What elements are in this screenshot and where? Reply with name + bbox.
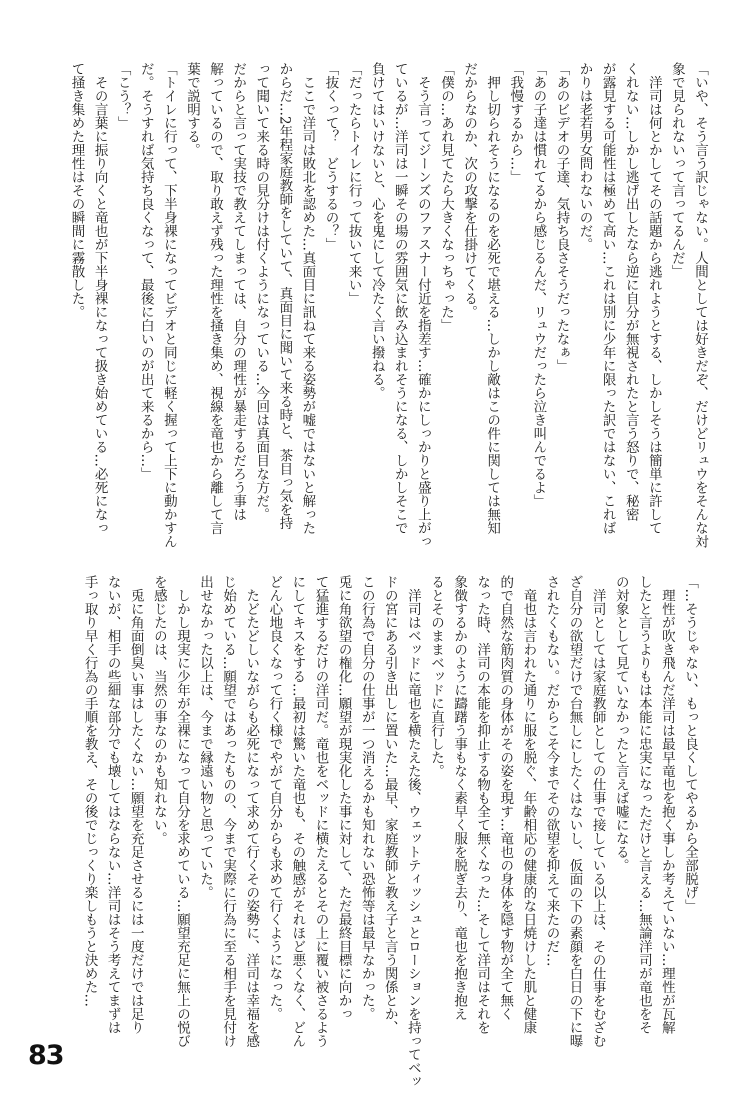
text-column: って聞いて来る時の見分けは付くようになっている…今回は真面目な方だ。 xyxy=(253,62,270,521)
text-column: じ始めている…願望ではあったものの、今まで実際に行為に至る相手を見付け xyxy=(220,575,237,1048)
text-column: この行為で自分の仕事が一つ消えるかも知れない恐怖等は最早なかった。 xyxy=(358,575,375,1021)
text-column: 象で見られないって言ってるんだ」 xyxy=(668,62,685,278)
text-column: 象徴するかのように躊躇う事もなく素早く服を脱ぎ去り、竜也を抱き抱え xyxy=(451,575,468,1021)
text-column: からだ…2年程家庭教師をしていて、真面目に聞いて来る時と、茶目っ気を持 xyxy=(276,62,293,530)
text-column: 兎に角面倒臭い事はしたくない…願望を充足させるには一度だけでは足り xyxy=(127,575,144,1034)
text-column: 「あの子達は慣れてるから感じるんだ、リュウだったら泣き叫んでるよ」 xyxy=(530,62,547,508)
text-column: くれない…しかし逃げ出したなら逆に自分が無視されたと言う怒りで、秘密 xyxy=(622,62,639,521)
text-column: だ。そうすれば気持ち良くなって、最後に白いのが出て来るから…」 xyxy=(137,62,154,481)
text-column: 「トイレに行って、下半身裸になってビデオと同じに軽く握って上下に動かすん xyxy=(160,62,177,548)
text-column: 葉で説明する。 xyxy=(183,62,200,157)
text-column: にしてキスをする…最初は驚いた竜也も、その触感がそれほど悪くなく、どん xyxy=(289,575,306,1048)
text-column: だからなのか、次の攻撃を仕掛けてくる。 xyxy=(461,62,478,319)
text-column: たどたどしいながらも必死になって求めて行くその姿勢に、洋司は幸福を感 xyxy=(243,575,260,1048)
text-column: るとそのままベッドに直行した。 xyxy=(427,575,444,778)
text-column: どん心地良くなって行く様でやがて自分からも求めて行くようになった。 xyxy=(266,575,283,1021)
text-column: したと言うよりもは本能に忠実になっただけと言える…無論洋司が竜也をそ xyxy=(635,575,652,1034)
text-column: 出せなかった以上は、今まで縁遠い物と思っていた。 xyxy=(197,575,214,899)
text-column: 「…そうじゃない、もっと良くしてやるから全部脱げ」 xyxy=(682,575,698,913)
text-column: を感じたのは、当然の事なのかも知れない。 xyxy=(150,575,167,845)
text-column: ざ自分の欲望だけで台無しにしたくはないし、仮面の下の素顔を白日の下に曝 xyxy=(566,575,583,1048)
text-column: ドの宮にある引き出しに置いた…最早、家庭教師と教え子と言う関係とか、 xyxy=(381,575,398,1034)
text-column: 的で自然な筋肉質の身体がその姿を現す…竜也の身体を隠す物が全て無く xyxy=(497,575,514,1021)
text-column: 竜也は言われた通りに服を脱ぐ、年齢相応の健康的な日焼けした肌と健康 xyxy=(520,575,537,1034)
text-column: 「だったらトイレに行って抜いて来い」 xyxy=(345,62,362,305)
text-column: 負けてはいけないと、心を鬼にして冷たく言い撥ねる。 xyxy=(368,62,385,400)
text-column: て猛進するだけの洋司だ。竜也をベッドに横たえるとその上に覆い被さるよう xyxy=(312,575,329,1048)
text-column: 「我慢するから…」 xyxy=(507,62,524,184)
text-column: 「こう？」 xyxy=(114,62,131,130)
text-column: 理性が吹き飛んだ洋司は最早竜也を抱く事しか考えていない…理性が瓦解 xyxy=(658,575,675,1034)
text-column: 解っているので、取り敢えず残った理性を掻き集め、視線を竜也から離して言 xyxy=(207,62,224,535)
text-column: 押し切られそうになるのを必死で堪える…しかし敵はこの件に関しては無知 xyxy=(484,62,501,535)
text-column: 洋司は何とかしてその話題から逃れようとする、しかしそうは簡単に許して xyxy=(645,62,662,535)
bottom-text-block xyxy=(77,575,701,1088)
top-text-block xyxy=(64,62,711,554)
text-column: 洋司はベッドに竜也を横たえた後、ウェットティッシュとローションを持ってベッ xyxy=(404,575,421,1088)
text-column: 「いや、そう言う訳じゃない。人間としては好きだぞ、だけどリュウをそんな対 xyxy=(692,62,708,548)
text-column: ないが、相手の些細な部分でも壊してはならない…洋司はそう考えてまずは xyxy=(104,575,121,1034)
text-column: が露見する可能性は極めて高い…これは別に少年に限った訳ではない、これば xyxy=(599,62,616,535)
text-column: だからと言って実技で教えてしまっては、自分の理性が暴走するだろう事は xyxy=(230,62,247,521)
text-column: 「あのビデオの子達、気持ち良さそうだったなぁ」 xyxy=(553,62,570,373)
text-column: しかし現実に少年が全裸になって自分を求めている…願望充足に無上の悦び xyxy=(173,575,190,1048)
text-column: かりは老若男女問わないのだ。 xyxy=(576,62,593,251)
text-column: て掻き集めた理性はその瞬間に霧散した。 xyxy=(68,62,85,319)
page-number: 83 xyxy=(28,1040,64,1071)
text-column: 手っ取り早く行為の手順を教え、その後でじっくり楽しもうと決めた… xyxy=(81,575,98,1007)
text-column: その言葉に振り向くと竜也が下半身裸になって扱き始めている…必死になっ xyxy=(91,62,108,535)
text-column: 兎に角欲望の権化…願望が現実化した事に対して、ただ最終目標に向かっ xyxy=(335,575,352,1021)
text-column: 「僕の…あれ見てたら大きくなっちゃった」 xyxy=(437,62,454,332)
text-column: の対象として見ていなかったと言えば嘘になる。 xyxy=(612,575,629,872)
text-column: 「抜くって？ どうするの？」 xyxy=(322,62,339,251)
text-column: そう言ってジーンズのファスナー付近を指差す…確かにしっかりと盛り上がっ xyxy=(414,62,431,548)
text-column: されたくもない。だからこそ今までその欲望を抑えて来たのだ… xyxy=(543,575,560,967)
text-column: ているが…洋司は一瞬その場の雰囲気に飲み込まれそうになる、しかしそこで xyxy=(391,62,408,535)
text-column: ここで洋司は敗北を認めた…真面目に訊ねて来る姿勢が嘘ではないと解った xyxy=(299,62,316,535)
text-column: なった時、洋司の本能を抑止する物も全て無くなった…そして洋司はそれを xyxy=(474,575,491,1034)
text-column: 洋司としては家庭教師としての仕事で接している以上は、その仕事をむざむ xyxy=(589,575,606,1048)
